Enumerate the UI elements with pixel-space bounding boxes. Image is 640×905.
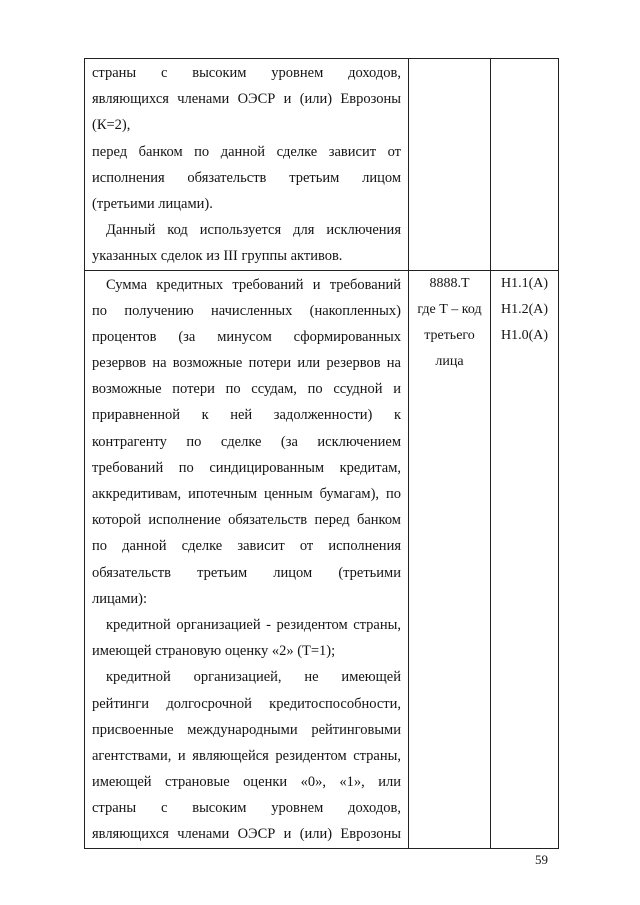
text-line: (К=2), [92, 117, 131, 134]
text-line: страны с высоким уровнем доходов, [92, 800, 401, 817]
description-cell [85, 59, 409, 271]
text-line: Данный код используется для исключения [106, 222, 401, 239]
text-line: имеющей страновые оценки «0», «1», или [92, 774, 401, 791]
code-note: где Т – код [417, 301, 482, 317]
text-line: указанных сделок из III группы активов. [92, 248, 343, 265]
code-note: лица [435, 354, 464, 370]
norm-cell [491, 270, 559, 848]
text-line: имеющей страновую оценку «2» (Т=1); [92, 643, 336, 660]
text-line: процентов (за минусом сформированных [92, 328, 401, 345]
text-line: (третьими лицами). [92, 195, 213, 212]
text-line: по данной сделке зависит от исполнения [92, 538, 401, 555]
document-table [84, 58, 559, 849]
text-line: требований по синдицированным кредитам, [92, 459, 401, 476]
table-row [85, 270, 559, 848]
text-line: присвоенные международными рейтинговыми [92, 721, 401, 738]
page-number: 59 [535, 852, 548, 867]
code-note: третьего [424, 327, 475, 343]
text-line: кредитной организацией - резидентом страны, [106, 616, 401, 633]
text-line: страны с высоким уровнем доходов, [92, 65, 401, 81]
text-line: перед банком по данной сделке зависит от [92, 143, 401, 160]
text-line: приравненной к ней задолженности) к [92, 407, 401, 424]
text-line: по получению начисленных (накопленных) [92, 302, 401, 319]
description-cell [85, 270, 409, 848]
norm-item: Н1.2(А) [500, 301, 549, 317]
text-line: рейтинги долгосрочной кредитоспособности, [92, 695, 401, 712]
text-line: возможные потери по ссудам, по ссудной и [92, 381, 401, 398]
text-line: контрагенту по сделке (за исключением [92, 433, 401, 450]
table-row [85, 59, 559, 271]
code-cell [409, 270, 491, 848]
norm-cell-empty [491, 59, 559, 271]
text-line: Сумма кредитных требований и требований [106, 276, 401, 293]
text-line: обязательств третьим лицом (третьими [92, 564, 401, 581]
text-line: агентствами, и являющейся резидентом страны, [92, 747, 401, 764]
text-line: аккредитивам, ипотечным ценным бумагам), по [92, 486, 401, 502]
code-cell-empty [409, 59, 491, 271]
text-line: исполнения обязательств третьим лицом [92, 169, 401, 186]
text-line: которой исполнение обязательств перед банком [92, 512, 401, 529]
text-line: являющихся членами ОЭСР и (или) Еврозоны [92, 91, 401, 108]
text-line: лицами): [92, 590, 147, 607]
text-line: кредитной организацией, не имеющей [106, 669, 401, 686]
norm-item: Н1.0(А) [500, 327, 549, 343]
text-line: являющихся членами ОЭСР и (или) Еврозоны [92, 826, 401, 843]
text-line: резервов на возможные потери или резервов на [92, 355, 401, 372]
code-value: 8888.T [429, 275, 470, 291]
norm-item: Н1.1(А) [500, 275, 549, 291]
